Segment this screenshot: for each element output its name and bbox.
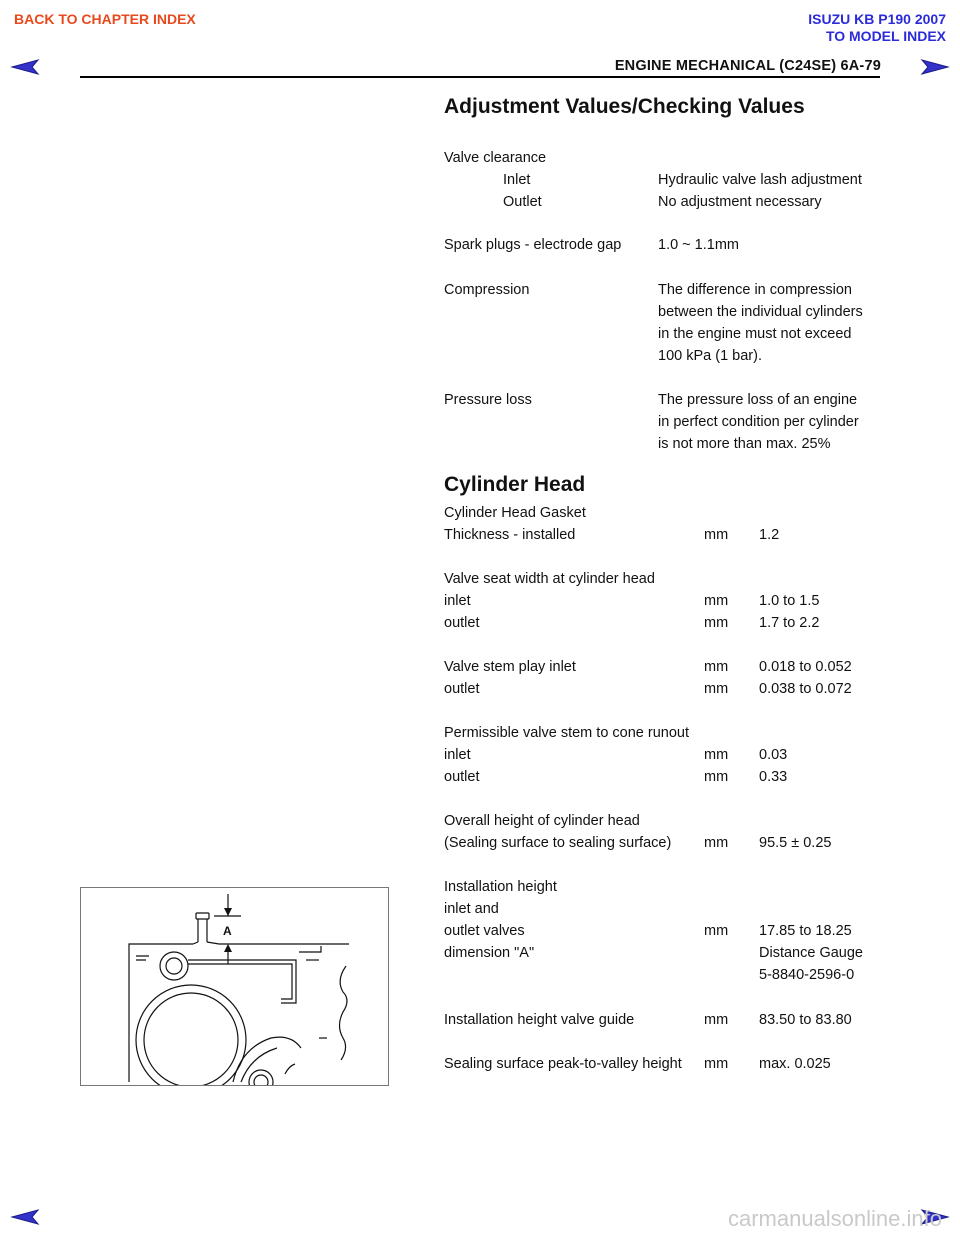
spec-unit: mm — [704, 681, 729, 697]
page-header-title: ENGINE MECHANICAL (C24SE) 6A-79 — [614, 58, 881, 74]
spec-label: Cylinder Head Gasket — [444, 505, 586, 521]
spec-label: Permissible valve stem to cone runout — [444, 725, 689, 741]
spec-label: inlet — [444, 593, 471, 609]
back-to-chapter-index-link[interactable]: BACK TO CHAPTER INDEX — [14, 11, 196, 27]
spec-unit: mm — [704, 593, 729, 609]
next-page-arrow-icon[interactable] — [920, 58, 950, 76]
spec-unit: mm — [704, 615, 729, 631]
spec-unit: mm — [704, 659, 729, 675]
compression-text-line: The difference in compression — [658, 282, 852, 298]
spec-label: (Sealing surface to sealing surface) — [444, 835, 672, 851]
spec-label: Valve stem play inlet — [444, 659, 576, 675]
valve-clearance-outlet-value: No adjustment necessary — [658, 194, 822, 210]
previous-page-bottom-arrow-icon[interactable] — [10, 1208, 40, 1226]
spec-label: outlet — [444, 615, 480, 631]
dimension-a-label: A — [223, 924, 232, 938]
spec-value: 17.85 to 18.25 — [759, 923, 852, 939]
spec-value: 1.0 to 1.5 — [759, 593, 820, 609]
cylinder-head-diagram — [81, 888, 389, 1086]
valve-clearance-inlet-value: Hydraulic valve lash adjustment — [658, 172, 862, 188]
spec-unit: mm — [704, 923, 729, 939]
spec-value: 1.2 — [759, 527, 780, 543]
valve-clearance-label: Valve clearance — [444, 150, 547, 166]
spec-label: inlet — [444, 747, 471, 763]
spec-label: Overall height of cylinder head — [444, 813, 640, 829]
valve-clearance-inlet-label: Inlet — [503, 172, 531, 188]
spec-value: 0.33 — [759, 769, 788, 785]
spec-label: Installation height valve guide — [444, 1012, 635, 1028]
spec-value: 5-8840-2596-0 — [759, 967, 855, 983]
spec-value: 95.5 ± 0.25 — [759, 835, 832, 851]
spec-label: Installation height — [444, 879, 557, 895]
pressure-loss-text-line: in perfect condition per cylinder — [658, 414, 859, 430]
spec-label: Thickness - installed — [444, 527, 576, 543]
spec-label: dimension "A" — [444, 945, 535, 961]
spark-plugs-value: 1.0 ~ 1.1mm — [658, 237, 739, 253]
cylinder-head-heading: Cylinder Head — [444, 473, 586, 496]
compression-text-line: between the individual cylinders — [658, 304, 863, 320]
spark-plugs-label: Spark plugs - electrode gap — [444, 237, 622, 253]
spec-unit: mm — [704, 835, 729, 851]
to-model-index-link[interactable]: TO MODEL INDEX — [825, 28, 946, 44]
previous-page-arrow-icon[interactable] — [10, 58, 40, 76]
spec-label: outlet valves — [444, 923, 525, 939]
spec-value: max. 0.025 — [759, 1056, 831, 1072]
spec-label: Valve seat width at cylinder head — [444, 571, 655, 587]
spec-label: outlet — [444, 769, 480, 785]
spec-label: Sealing surface peak-to-valley height — [444, 1056, 682, 1072]
spec-label: inlet and — [444, 901, 499, 917]
spec-value: Distance Gauge — [759, 945, 863, 961]
spec-unit: mm — [704, 747, 729, 763]
watermark: carmanualsonline.info — [727, 1206, 942, 1231]
spec-unit: mm — [704, 527, 729, 543]
spec-unit: mm — [704, 1012, 729, 1028]
model-name-link[interactable]: ISUZU KB P190 2007 — [808, 11, 946, 27]
compression-label: Compression — [444, 282, 530, 298]
pressure-loss-text-line: is not more than max. 25% — [658, 436, 831, 452]
compression-text-line: in the engine must not exceed — [658, 326, 852, 342]
compression-text-line: 100 kPa (1 bar). — [658, 348, 762, 364]
valve-clearance-outlet-label: Outlet — [503, 194, 542, 210]
spec-value: 83.50 to 83.80 — [759, 1012, 852, 1028]
cylinder-head-figure — [80, 887, 389, 1086]
header-rule — [80, 76, 880, 78]
spec-value: 0.03 — [759, 747, 788, 763]
pressure-loss-text-line: The pressure loss of an engine — [658, 392, 858, 408]
spec-label: outlet — [444, 681, 480, 697]
spec-unit: mm — [704, 1056, 729, 1072]
spec-unit: mm — [704, 769, 729, 785]
spec-value: 0.018 to 0.052 — [759, 659, 852, 675]
pressure-loss-label: Pressure loss — [444, 392, 532, 408]
spec-value: 1.7 to 2.2 — [759, 615, 820, 631]
spec-value: 0.038 to 0.072 — [759, 681, 852, 697]
adjustment-values-heading: Adjustment Values/Checking Values — [444, 95, 805, 118]
